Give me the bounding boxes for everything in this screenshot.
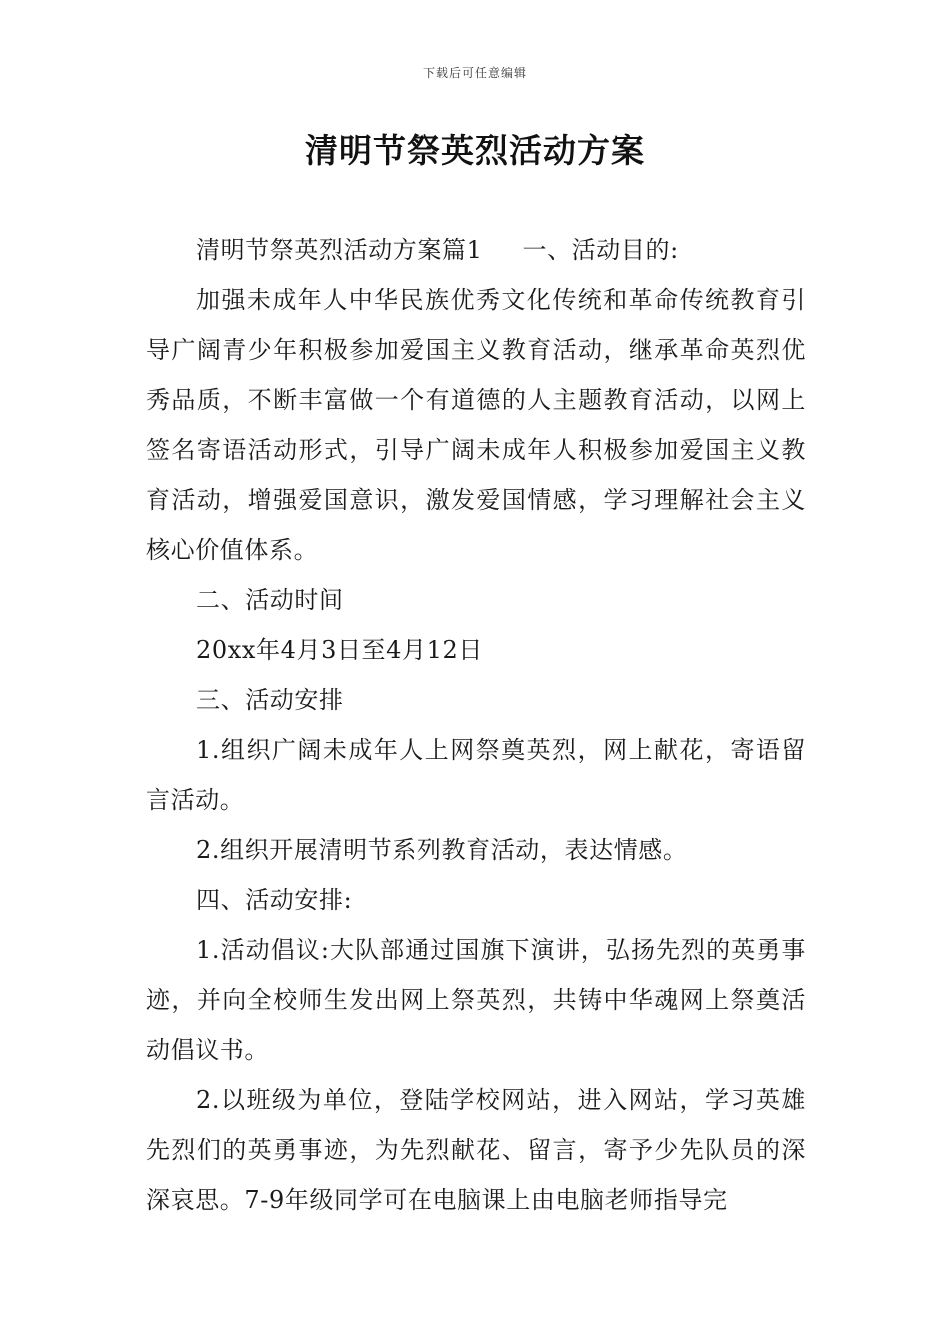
paragraph-class-website: 2.以班级为单位，登陆学校网站，进入网站，学习英雄先烈们的英勇事迹，为先烈献花、留言，寄予少先队员的深深哀思。7-9年级同学可在电脑课上由电脑老师指导完: [146, 1086, 806, 1214]
paragraph-purpose: 加强未成年人中华民族优秀文化传统和革命传统教育引导广阔青少年积极参加爱国主义教育活动，继承革命英烈优秀品质，不断丰富做一个有道德的人主题教育活动，以网上签名寄语活动形式，引导广阔未成年人积极参加爱国主义教育活动，增强爱国意识，激发爱国情感，学习理解社会主义核心价值体系。: [146, 286, 806, 564]
section-title: 清明节祭英烈活动方案篇1: [196, 236, 483, 264]
paragraph-arrangement-2: 2.组织开展清明节系列教育活动，表达情感。: [196, 836, 688, 864]
heading-activity-arrangement: 三、活动安排: [196, 686, 344, 714]
document-title: 清明节祭英烈活动方案: [305, 131, 645, 170]
section-heading: 一、活动目的:: [522, 236, 679, 264]
heading-activity-arrangement-2: 四、活动安排:: [196, 886, 353, 914]
intro-line: [146, 225, 806, 275]
paragraph-arrangement-1: 1.组织广阔未成年人上网祭奠英烈，网上献花，寄语留言活动。: [146, 736, 806, 814]
document-body: [146, 225, 806, 1225]
heading-activity-time: 二、活动时间: [196, 586, 344, 614]
paragraph-date-range: 20xx年4月3日至4月12日: [196, 636, 483, 664]
header-note: 下载后可任意编辑: [422, 66, 527, 80]
paragraph-initiative: 1.活动倡议:大队部通过国旗下演讲，弘扬先烈的英勇事迹，并向全校师生发出网上祭英烈，共铸中华魂网上祭奠活动倡议书。: [146, 936, 806, 1064]
